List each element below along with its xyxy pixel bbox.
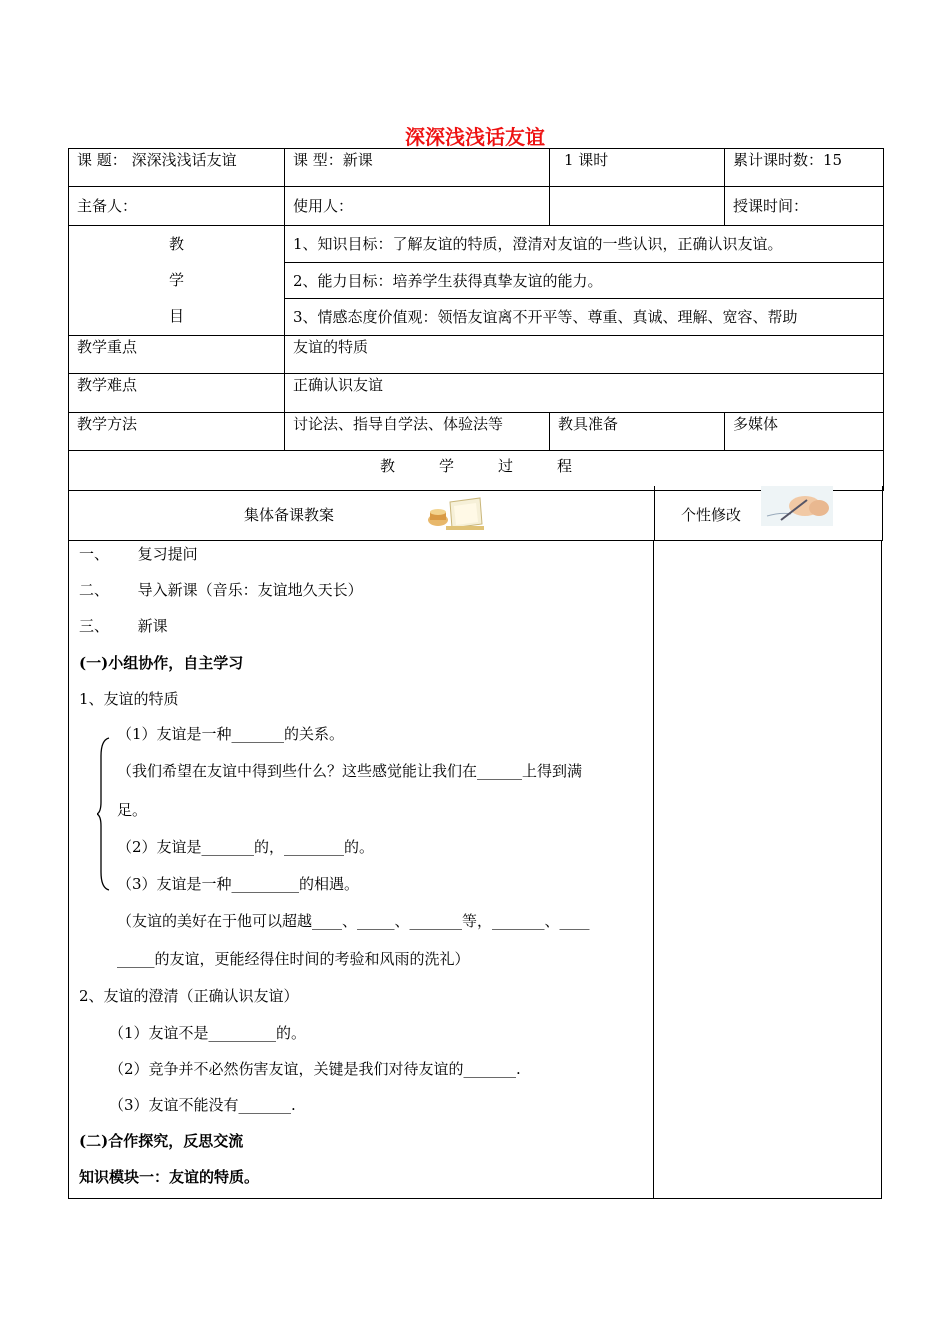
topic-label: 课 题： xyxy=(77,151,127,169)
content-line: （1）友谊不是_________的。 xyxy=(109,1024,307,1042)
content-line: （1）友谊是一种_______的关系。 xyxy=(117,725,345,743)
method-label: 教学方法 xyxy=(69,413,285,451)
aims-label-char: 教 xyxy=(168,235,184,253)
document-title: 深深浅浅话友谊 xyxy=(405,125,545,149)
writing-hand-icon xyxy=(761,486,833,526)
key-point-value: 友谊的特质 xyxy=(285,336,884,374)
process-char: 教 xyxy=(379,457,395,475)
tools-value: 多媒体 xyxy=(725,413,884,451)
type-cell: 课 型：新课 xyxy=(285,149,550,187)
time-cell: 授课时间： xyxy=(725,187,884,226)
section-heading: 知识模块一：友谊的特质。 xyxy=(79,1168,260,1186)
personal-revision-column[interactable] xyxy=(653,540,882,1199)
content-line: （2）竞争并不必然伤害友谊，关键是我们对待友谊的_______. xyxy=(109,1060,521,1078)
aim-values: 3、情感态度价值观：领悟友谊离不开平等、尊重、真诚、理解、宽容、帮助 xyxy=(285,299,884,336)
content-line: _____的友谊，更能经得住时间的考验和风雨的洗礼） xyxy=(117,950,470,968)
section-heading: (二)合作探究，反思交流 xyxy=(79,1132,244,1150)
aim-knowledge: 1、知识目标：了解友谊的特质，澄清对友谊的一些认识，正确认识友谊。 xyxy=(285,226,884,263)
preparer-cell: 主备人： xyxy=(69,187,285,226)
user-cell: 使用人： xyxy=(285,187,550,226)
column-right-label: 个性修改 xyxy=(681,506,742,524)
books-icon xyxy=(424,494,486,534)
aims-label-char: 学 xyxy=(168,271,184,289)
content-line: （我们希望在友谊中得到些什么？这些感觉能让我们在______上得到满 xyxy=(117,762,583,780)
content-line: 足。 xyxy=(117,801,148,819)
lesson-plan-content xyxy=(68,540,654,1199)
column-header-row xyxy=(68,486,883,541)
content-line: 1、友谊的特质 xyxy=(79,690,179,708)
aims-label-char: 目 xyxy=(168,307,184,325)
content-line: 2、友谊的澄清（正确认识友谊） xyxy=(79,987,299,1005)
aim-ability: 2、能力目标：培养学生获得真挚友谊的能力。 xyxy=(285,263,884,299)
process-heading xyxy=(69,451,884,491)
content-line: （友谊的美好在于他可以超越____、_____、_______等，_______、____ xyxy=(117,912,590,930)
difficulty-value: 正确认识友谊 xyxy=(285,374,884,413)
aims-label-cell xyxy=(69,226,285,336)
topic-cell xyxy=(69,149,285,187)
content-line: （3）友谊不能没有_______. xyxy=(109,1096,296,1114)
process-char: 过 xyxy=(498,457,514,475)
hours-cell: 1 课时 xyxy=(550,149,725,187)
process-char: 学 xyxy=(438,457,454,475)
process-char: 程 xyxy=(557,457,573,475)
content-line: （3）友谊是一种_________的相遇。 xyxy=(117,875,360,893)
content-line: 三、 新课 xyxy=(79,617,168,635)
tools-label: 教具准备 xyxy=(550,413,725,451)
content-line: （2）友谊是_______的，________的。 xyxy=(117,838,375,856)
total-hours-cell: 累计课时数：15 xyxy=(725,149,884,187)
brace-icon xyxy=(97,736,111,892)
empty-cell xyxy=(550,187,725,226)
content-line: 二、 导入新课（音乐：友谊地久天长） xyxy=(79,581,363,599)
key-point-label: 教学重点 xyxy=(69,336,285,374)
method-value: 讨论法、指导自学法、体验法等 xyxy=(285,413,550,451)
section-heading: (一)小组协作，自主学习 xyxy=(79,654,244,672)
column-left-header xyxy=(69,486,655,540)
difficulty-label: 教学难点 xyxy=(69,374,285,413)
lesson-info-table xyxy=(68,148,884,491)
topic-value: 深深浅浅话友谊 xyxy=(131,151,237,169)
content-line: 一、 复习提问 xyxy=(79,545,198,563)
column-left-label: 集体备课教案 xyxy=(244,506,335,524)
